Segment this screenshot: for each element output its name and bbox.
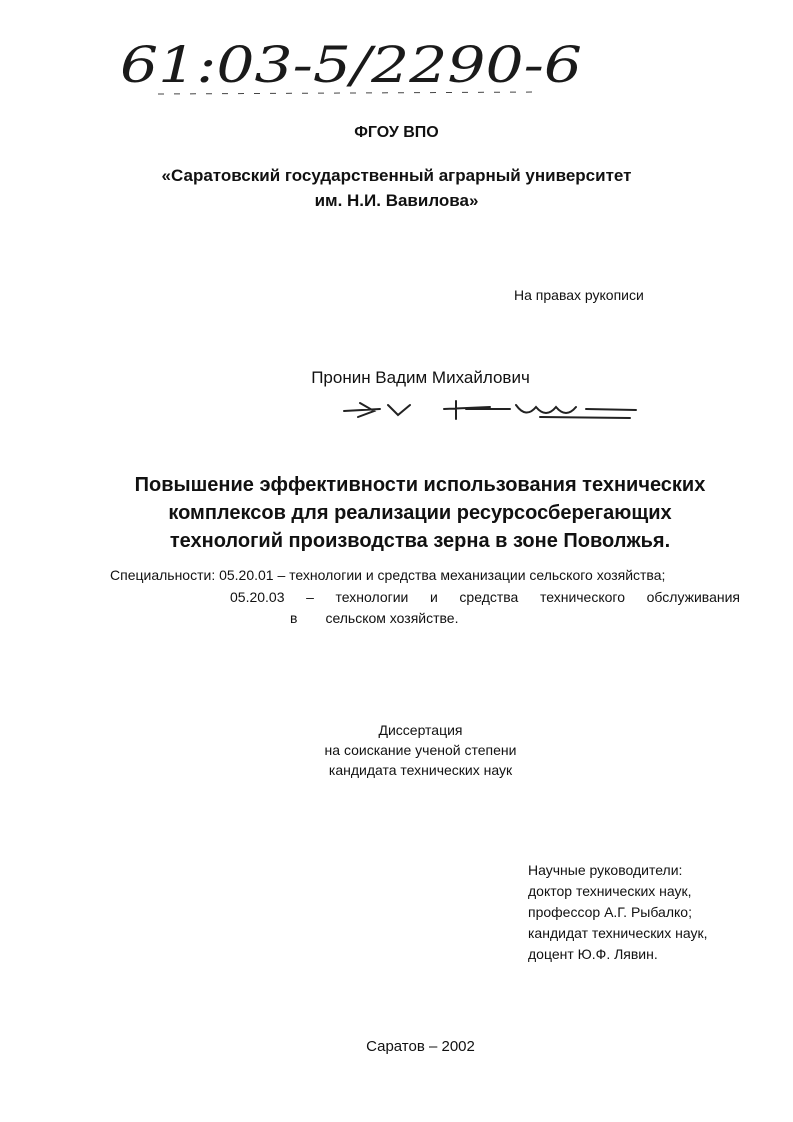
degree-line-2: кандидата технических наук [328, 762, 513, 778]
title-line-3: технологий производства зерна в зоне Поволжья. [169, 530, 671, 552]
supervisor-line: профессор А.Г. Рыбалко; [528, 904, 692, 920]
title-line-1: Повышение эффективности использования технических [134, 474, 706, 496]
supervisors-heading: Научные руководители: [528, 862, 683, 878]
specialty-line-3-text: сельском хозяйстве. [325, 610, 459, 626]
title-line-2: комплексов для реализации ресурсосберегающих [168, 502, 672, 524]
specialty-line-2: 05.20.03 – технологии и средства технического обслуживания [230, 589, 740, 605]
dissertation-degree-block [0, 720, 793, 780]
degree-line-1: на соискание ученой степени [324, 742, 517, 758]
handwritten-catalog-number [118, 28, 588, 100]
signature-scribble [340, 397, 640, 423]
dissertation-label: Диссертация [378, 722, 463, 738]
supervisors-block [528, 860, 707, 965]
specialty-line-3-prefix: в [290, 610, 298, 626]
author-name: Пронин Вадим Михайлович [311, 368, 530, 387]
specialty-line-3 [290, 610, 458, 626]
handwritten-number-drawing [118, 28, 588, 100]
organization-short-name: ФГОУ ВПО [354, 124, 439, 141]
manuscript-rights-note: На правах рукописи [514, 287, 644, 303]
university-name [0, 163, 793, 213]
supervisor-line: доктор технических наук, [528, 883, 692, 899]
city-year: Саратов – 2002 [366, 1038, 475, 1055]
university-line-2: им. Н.И. Вавилова» [314, 191, 479, 210]
dissertation-title [70, 471, 770, 555]
handwritten-number-text: 61:03-5/2290-6 [120, 36, 582, 94]
university-line-1: «Саратовский государственный аграрный университет [161, 166, 632, 185]
specialty-line-1: Специальности: 05.20.01 – технологии и средства механизации сельского хозяйства; [110, 567, 666, 583]
supervisor-line: доцент Ю.Ф. Лявин. [528, 946, 658, 962]
supervisor-line: кандидат технических наук, [528, 925, 708, 941]
